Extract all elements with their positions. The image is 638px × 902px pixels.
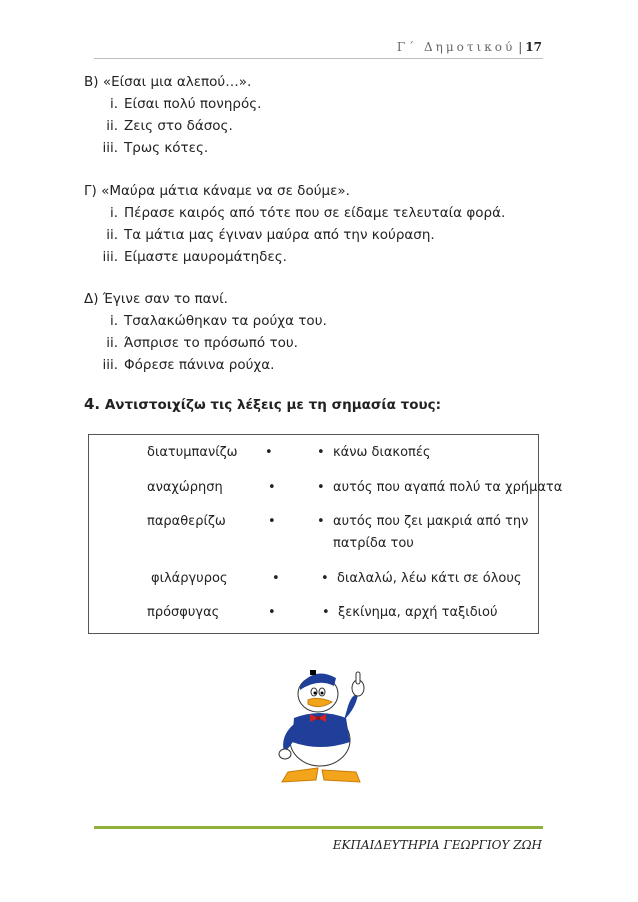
page-header	[397, 40, 542, 54]
option-text: Τρως κότες.	[124, 140, 209, 156]
task-title: Αντιστοιχίζω τις λέξεις με τη σημασία τους:	[104, 397, 442, 413]
option-numeral: iii.	[102, 249, 118, 265]
header-separator: |	[518, 40, 523, 54]
match-word: φιλάργυρος	[151, 571, 228, 586]
footer-author: ΕΚΠΑΙΔΕΥΤΗΡΙΑ ΓΕΩΡΓΙΟΥ ΖΩΗ	[332, 838, 542, 852]
match-meaning: κάνω διακοπές	[333, 445, 431, 460]
match-dot-right[interactable]: •	[322, 605, 330, 620]
question-c	[84, 180, 506, 268]
match-meaning: διαλαλώ, λέω κάτι σε όλους	[337, 571, 522, 586]
match-dot-left[interactable]: •	[268, 480, 276, 495]
option-numeral: i.	[109, 96, 118, 112]
match-dot-left[interactable]: •	[265, 445, 273, 460]
option-item	[84, 137, 251, 159]
option-item	[84, 310, 327, 332]
question-text: Γ) «Μαύρα μάτια κάναμε να σε δούμε».	[84, 183, 350, 199]
option-item	[84, 202, 506, 224]
match-word: πρόσφυγας	[147, 605, 220, 620]
option-item	[84, 115, 251, 137]
option-text: Τα μάτια μας έγιναν μαύρα από την κούραση.	[124, 227, 435, 243]
match-meaning: αυτός που ζει μακριά από την	[333, 514, 529, 529]
page-number: 17	[525, 40, 542, 54]
match-word: αναχώρηση	[147, 480, 223, 495]
option-text: Ζεις στο δάσος.	[124, 118, 233, 134]
option-numeral: ii.	[106, 227, 118, 243]
option-text: Φόρεσε πάνινα ρούχα.	[124, 357, 275, 373]
match-meaning: ξεκίνημα, αρχή ταξιδιού	[338, 605, 498, 620]
match-dot-right[interactable]: •	[317, 480, 325, 495]
option-text: Τσαλακώθηκαν τα ρούχα του.	[124, 313, 327, 329]
option-text: Άσπρισε το πρόσωπό του.	[124, 335, 298, 351]
question-d	[84, 288, 327, 376]
match-meaning: αυτός που αγαπά πολύ τα χρήματα	[333, 480, 563, 495]
match-dot-left[interactable]: •	[272, 571, 280, 586]
option-numeral: ii.	[106, 118, 118, 134]
option-numeral: iii.	[102, 357, 118, 373]
option-numeral: i.	[109, 205, 118, 221]
duck-illustration	[270, 660, 380, 785]
grade-label: Γ΄ Δημοτικού	[396, 40, 516, 54]
option-item	[84, 224, 435, 246]
header-rule	[94, 58, 543, 59]
option-item	[84, 246, 350, 268]
match-dot-left[interactable]: •	[268, 514, 276, 529]
option-item	[84, 93, 262, 115]
match-dot-right[interactable]: •	[317, 445, 325, 460]
match-dot-left[interactable]: •	[268, 605, 276, 620]
option-numeral: ii.	[106, 335, 118, 351]
match-word: διατυμπανίζω	[147, 445, 238, 460]
question-text: Β) «Είσαι μια αλεπού…».	[84, 74, 252, 90]
question-text: Δ) Έγινε σαν το πανί.	[84, 291, 228, 307]
matching-box	[88, 434, 563, 634]
option-item	[84, 354, 275, 376]
option-numeral: iii.	[102, 140, 118, 156]
option-numeral: i.	[109, 313, 118, 329]
task-number: 4.	[84, 395, 101, 413]
match-meaning-continued: πατρίδα του	[333, 536, 414, 551]
match-word: παραθερίζω	[147, 514, 226, 529]
option-text: Πέρασε καιρός από τότε που σε είδαμε τελευταία φορά.	[124, 205, 506, 221]
option-text: Είσαι πολύ πονηρός.	[124, 96, 262, 112]
task-heading	[84, 395, 441, 413]
option-item	[84, 332, 298, 354]
match-dot-right[interactable]: •	[317, 514, 325, 529]
match-dot-right[interactable]: •	[321, 571, 329, 586]
question-b	[84, 71, 262, 159]
option-text: Είμαστε μαυρομάτηδες.	[124, 249, 287, 265]
footer-rule	[94, 826, 543, 829]
